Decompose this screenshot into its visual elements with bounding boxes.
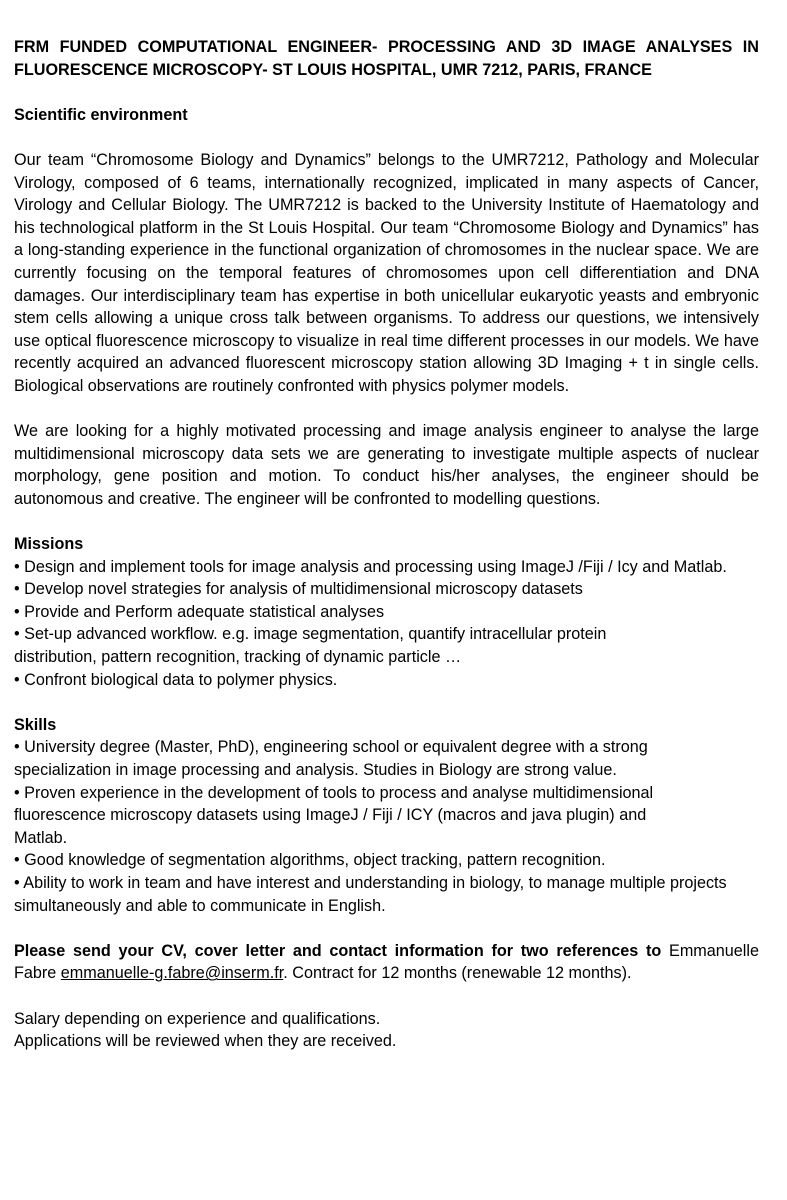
- contact-name: Emmanuelle Fabre: [14, 941, 759, 983]
- review-note: Applications will be reviewed when they are received.: [14, 1032, 397, 1051]
- salary-note: Salary depending on experience and qualifications.: [14, 1009, 381, 1028]
- page-title: FRM FUNDED COMPUTATIONAL ENGINEER- PROCESSING AND 3D IMAGE ANALYSES IN FLUORESCENCE MICROSCOPY- ST LOUIS HOSPITAL, UMR 7212, PARIS, FRANCE: [14, 38, 759, 79]
- skill-item: • Proven experience in the development of tools to process and analyse multidimensional fluorescence microscopy datasets using ImageJ / Fiji / ICY (macros and java plugin) and Matlab.: [14, 783, 654, 847]
- environment-paragraph: Our team “Chromosome Biology and Dynamics” belongs to the UMR7212, Pathology and Molecular Virology, composed of 6 teams, internationally recognized, implicated in many aspects of Cancer, Virology and Cellular Biology. The UMR7212 is backed to the University Institute of Haematology and his technological platform in the St Louis Hospital. Our team “Chromosome Biology and Dynamics” has a long-standing experience in the functional organization of chromosomes in the nuclear space. We are currently focusing on the temporal features of chromosomes upon cell differentiation and DNA damages. Our interdisciplinary team has expertise in both unicellular eukaryotic yeasts and embryonic stem cells allowing a unique cross talk between organisms. To address our questions, we intensively use optical fluorescence microscopy to visualize in real time different processes in our models. We have recently acquired an advanced fluorescent microscopy station allowing 3D Imaging + t in single cells. Biological observations are routinely confronted with physics polymer models.: [14, 150, 759, 395]
- scientific-environment-heading: Scientific environment: [14, 105, 188, 124]
- mission-item: • Develop novel strategies for analysis of multidimensional microscopy datasets: [14, 580, 583, 599]
- skill-item: • University degree (Master, PhD), engineering school or equivalent degree with a strong specialization in image processing and analysis. Studies in Biology are strong value.: [14, 738, 648, 779]
- contact-email-link[interactable]: emmanuelle-g.fabre@inserm.fr: [60, 964, 284, 983]
- job-posting: [14, 36, 759, 1053]
- missions-heading: Missions: [14, 535, 84, 554]
- skill-item: • Good knowledge of segmentation algorithms, object tracking, pattern recognition.: [14, 851, 606, 870]
- contract-info: . Contract for 12 months (renewable 12 months).: [283, 964, 632, 983]
- skills-heading: Skills: [14, 715, 57, 734]
- mission-item: • Provide and Perform adequate statistical analyses: [14, 602, 385, 621]
- mission-item: • Design and implement tools for image analysis and processing using ImageJ /Fiji / Icy and Matlab.: [14, 557, 727, 576]
- application-instructions: [14, 940, 759, 985]
- mission-item: • Confront biological data to polymer physics.: [14, 670, 338, 689]
- application-request: Please send your CV, cover letter and contact information for two references to: [14, 941, 662, 960]
- mission-item: • Set-up advanced workflow. e.g. image segmentation, quantify intracellular protein distribution, pattern recognition, tracking of dynamic particle …: [14, 625, 607, 667]
- position-paragraph: We are looking for a highly motivated processing and image analysis engineer to analyse the large multidimensional microscopy data sets we are generating to investigate multiple aspects of nuclear morphology, gene position and motion. To conduct his/her analyses, the engineer should be autonomous and creative. The engineer will be confronted to modelling questions.: [14, 422, 759, 508]
- skill-item: • Ability to work in team and have interest and understanding in biology, to manage multiple projects simultaneously and able to communicate in English.: [14, 873, 727, 915]
